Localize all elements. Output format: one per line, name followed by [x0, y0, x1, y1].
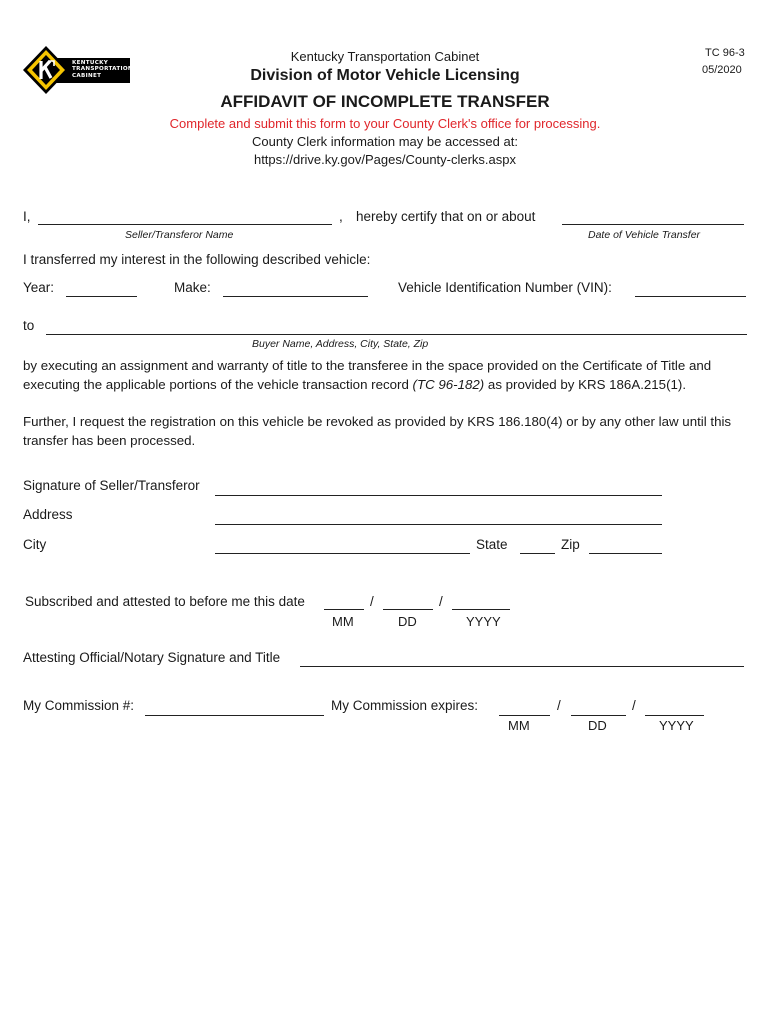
seller-name-caption: Seller/Transferor Name: [125, 229, 234, 241]
seller-name-line: [38, 224, 332, 225]
to-label: to: [23, 318, 35, 333]
agency-name: Kentucky Transportation Cabinet: [290, 49, 480, 64]
tc-reference: (TC 96-182): [412, 377, 485, 392]
certify-comma: ,: [339, 209, 343, 224]
seller-signature-line: [215, 495, 662, 496]
logo-line-2: TRANSPORTATION: [72, 66, 133, 73]
address-field[interactable]: [215, 507, 662, 523]
form-title: AFFIDAVIT OF INCOMPLETE TRANSFER: [220, 92, 550, 111]
vehicle-intro: I transferred my interest in the following described vehicle:: [23, 252, 371, 267]
transfer-date-field[interactable]: [562, 207, 744, 223]
subscribed-dd-field[interactable]: [383, 592, 433, 608]
state-field[interactable]: [520, 536, 555, 552]
city-field[interactable]: [215, 536, 470, 552]
vin-line: [635, 296, 746, 297]
expires-dd-line: [571, 715, 626, 716]
notary-signature-field[interactable]: [300, 649, 744, 665]
subscribed-label: Subscribed and attested to before me this date: [25, 594, 305, 609]
subscribed-slash-2: /: [439, 594, 443, 609]
transfer-date-caption: Date of Vehicle Transfer: [588, 229, 701, 241]
make-label: Make:: [174, 280, 211, 295]
subscribed-dd-line: [383, 609, 433, 610]
zip-label: Zip: [561, 537, 580, 552]
clerk-url[interactable]: https://drive.ky.gov/Pages/County-clerks.aspx: [253, 152, 517, 167]
certify-prefix: I,: [23, 209, 31, 224]
subscribed-yyyy-line: [452, 609, 510, 610]
state-line: [520, 553, 555, 554]
address-label: Address: [23, 507, 73, 522]
expires-mm-line: [499, 715, 550, 716]
seller-name-field[interactable]: [38, 207, 332, 223]
logo-line-3: CABINET: [72, 72, 102, 79]
zip-line: [589, 553, 662, 554]
state-label: State: [476, 537, 508, 552]
address-line: [215, 524, 662, 525]
expires-yyyy-line: [645, 715, 704, 716]
assignment-text-a: by executing an assignment and warranty of title to the transferee in the space provided on the Certificate of Title and executing the applicable portions of the vehicle transaction record: [23, 358, 712, 392]
assignment-paragraph: [23, 356, 753, 394]
buyer-field[interactable]: [46, 317, 747, 333]
expires-yyyy-caption: YYYY: [659, 718, 694, 733]
notary-signature-label: Attesting Official/Notary Signature and Title: [23, 650, 281, 665]
zip-field[interactable]: [589, 536, 662, 552]
form-number: TC 96-3: [705, 47, 745, 59]
transfer-date-line: [562, 224, 744, 225]
notary-signature-line: [300, 666, 744, 667]
commission-number-line: [145, 715, 324, 716]
subscribed-yyyy-field[interactable]: [452, 592, 510, 608]
commission-number-label: My Commission #:: [23, 698, 135, 713]
subscribed-yyyy-caption: YYYY: [466, 614, 501, 629]
vin-label: Vehicle Identification Number (VIN):: [398, 280, 612, 295]
subscribed-slash-1: /: [370, 594, 374, 609]
certify-statement: hereby certify that on or about: [356, 209, 536, 224]
commission-expires-label: My Commission expires:: [331, 698, 479, 713]
year-field[interactable]: [66, 279, 137, 295]
expires-slash-1: /: [557, 698, 561, 713]
commission-number-field[interactable]: [145, 698, 324, 714]
logo-line-1: KENTUCKY: [72, 60, 109, 66]
expires-slash-2: /: [632, 698, 636, 713]
expires-dd-field[interactable]: [571, 698, 626, 714]
subscribed-dd-caption: DD: [398, 614, 417, 629]
make-line: [223, 296, 368, 297]
expires-dd-caption: DD: [588, 718, 607, 733]
expires-mm-caption: MM: [508, 718, 530, 733]
subscribed-mm-caption: MM: [332, 614, 354, 629]
make-field[interactable]: [223, 279, 368, 295]
vin-field[interactable]: [635, 279, 746, 295]
city-label: City: [23, 537, 47, 552]
division-name: Division of Motor Vehicle Licensing: [250, 67, 520, 84]
seller-signature-field[interactable]: [215, 478, 662, 494]
buyer-line: [46, 334, 747, 335]
subscribed-mm-field[interactable]: [324, 592, 364, 608]
year-label: Year:: [23, 280, 55, 295]
subscribed-mm-line: [324, 609, 364, 610]
buyer-caption: Buyer Name, Address, City, State, Zip: [252, 338, 429, 350]
clerk-info: County Clerk information may be accessed at:: [252, 134, 518, 149]
revocation-paragraph: Further, I request the registration on this vehicle be revoked as provided by KRS 186.180(4) or by any other law until this transfer has been processed.: [23, 414, 732, 448]
expires-yyyy-field[interactable]: [645, 698, 704, 714]
submit-instruction: Complete and submit this form to your County Clerk's office for processing.: [169, 116, 601, 131]
seller-signature-label: Signature of Seller/Transferor: [23, 478, 200, 493]
city-line: [215, 553, 470, 554]
form-revision-date: 05/2020: [702, 64, 742, 76]
assignment-text-b: as provided by KRS 186A.215(1).: [484, 377, 687, 392]
year-line: [66, 296, 137, 297]
expires-mm-field[interactable]: [499, 698, 550, 714]
